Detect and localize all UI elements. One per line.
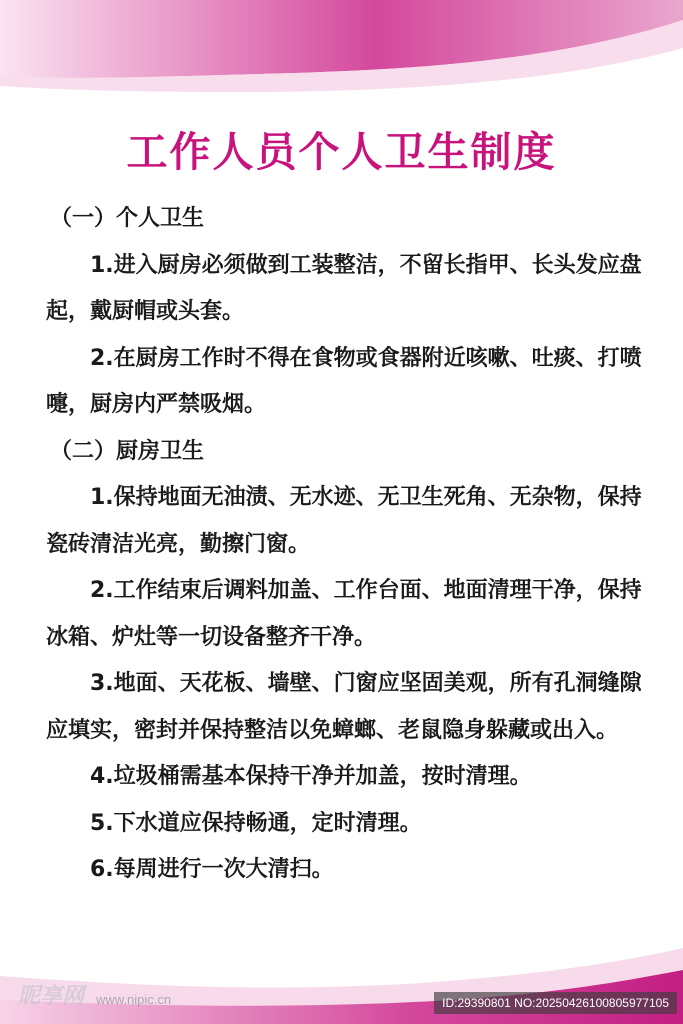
rule-item: 1.保持地面无油渍、无水迹、无卫生死角、无杂物，保持瓷砖清洁光亮，勤擦门窗。 [46,485,642,557]
rule-item: 6.每周进行一次大清扫。 [90,857,334,882]
rule-item: 2.工作结束后调料加盖、工作台面、地面清理干净，保持冰箱、炉灶等一切设备整齐干净。 [46,578,642,650]
rule-item: 4.垃圾桶需基本保持干净并加盖，按时清理。 [90,764,532,789]
rule-item: 3.地面、天花板、墙壁、门窗应坚固美观，所有孔洞缝隙应填实，密封并保持整洁以免蟑螂、老鼠隐身躲藏或出入。 [46,671,642,743]
page-title: 工作人员个人卫生制度 [126,128,557,176]
rule-item: 2.在厨房工作时不得在食物或食器附近咳嗽、吐痰、打喷嚏，厨房内严禁吸烟。 [46,345,642,417]
rule-item: 1.进入厨房必须做到工装整洁，不留长指甲、长头发应盘起，戴厨帽或头套。 [46,252,642,324]
watermark-logo: 昵享网 [18,984,85,1009]
section-heading-personal: （一）个人卫生 [50,206,205,231]
watermark-id-badge: ID:29390801 NO:20250426100805977105 [434,992,677,1014]
watermark-url: www.nipic.cn [96,992,172,1007]
rule-item: 5.下水道应保持畅通，定时清理。 [90,810,422,836]
top-wave-decoration [0,0,683,110]
regulation-content [46,196,646,894]
section-heading-kitchen: （二）厨房卫生 [50,438,205,464]
